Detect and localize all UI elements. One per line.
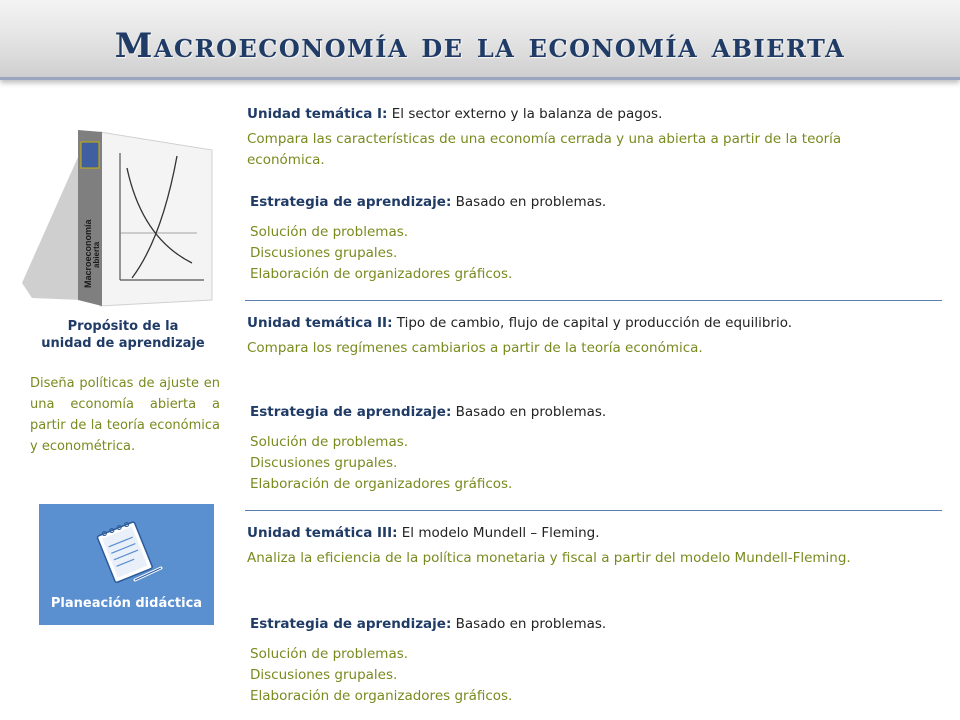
unit-2-strategy-label: Estrategia de aprendizaje: [250,404,452,420]
unit-3-purpose: Analiza la eficiencia de la política monetaria y fiscal a partir del modelo Mundell-Fleming. [247,550,851,566]
page-title: Macroeconomía de la economía abierta [114,26,846,66]
unit-3-strategy [250,615,930,633]
spine-title-2: abierta [92,241,101,268]
seal-icon [81,142,99,168]
unit-3-strategy-list [250,644,512,707]
unit-2-strategy-list [250,432,512,495]
unit-1-title-text: El sector externo y la balanza de pagos. [387,106,663,122]
divider [245,510,942,511]
list-item: Elaboración de organizadores gráficos. [250,266,513,282]
unit-3 [247,524,942,704]
planning-label: Planeación didáctica [50,596,203,611]
planning-didactic-button[interactable] [39,504,214,625]
unit-3-title-text: El modelo Mundell – Fleming. [397,525,600,541]
unit-2-purpose: Compara los regímenes cambiarios a partir de la teoría económica. [247,340,703,356]
unit-2-title [247,314,942,332]
book-shadow [22,148,82,300]
unit-2-strategy [250,403,930,421]
list-item: Solución de problemas. [250,646,409,662]
list-item: Elaboración de organizadores gráficos. [250,688,513,704]
notepad-pen-icon [89,516,167,588]
unit-1-strategy-text: Basado en problemas. [451,194,607,210]
purpose-text: Diseña políticas de ajuste en una economía abierta a partir de la teoría económica y econométrica. [30,376,220,454]
unit-1-title-label: Unidad temática I: [247,106,388,122]
unit-1 [247,105,942,282]
spine-title-1: Macroeconomía [83,219,93,288]
unit-3-title [247,524,942,542]
list-item: Discusiones grupales. [250,667,398,683]
unit-1-strategy-list [250,222,512,285]
list-item: Discusiones grupales. [250,455,398,471]
list-item: Discusiones grupales. [250,245,398,261]
unit-3-title-label: Unidad temática III: [247,525,398,541]
unit-1-strategy [250,193,930,211]
unit-2-title-text: Tipo de cambio, flujo de capital y producción de equilibrio. [392,315,793,331]
header-bar [0,0,960,80]
unit-1-title [247,105,942,123]
purpose-title-line1: Propósito de la [67,319,179,334]
unit-2-strategy-text: Basado en problemas. [451,404,607,420]
purpose-title [20,318,226,352]
list-item: Solución de problemas. [250,224,409,240]
book-cover-illustration [22,128,222,308]
list-item: Elaboración de organizadores gráficos. [250,476,513,492]
unit-1-strategy-label: Estrategia de aprendizaje: [250,194,452,210]
unit-1-purpose: Compara las características de una economía cerrada y una abierta a partir de la teoría económica. [247,131,842,168]
purpose-title-line2: unidad de aprendizaje [41,336,205,351]
list-item: Solución de problemas. [250,434,409,450]
unit-3-strategy-text: Basado en problemas. [451,616,607,632]
unit-2-title-label: Unidad temática II: [247,315,393,331]
unit-3-strategy-label: Estrategia de aprendizaje: [250,616,452,632]
unit-2 [247,314,942,492]
divider [245,300,942,301]
